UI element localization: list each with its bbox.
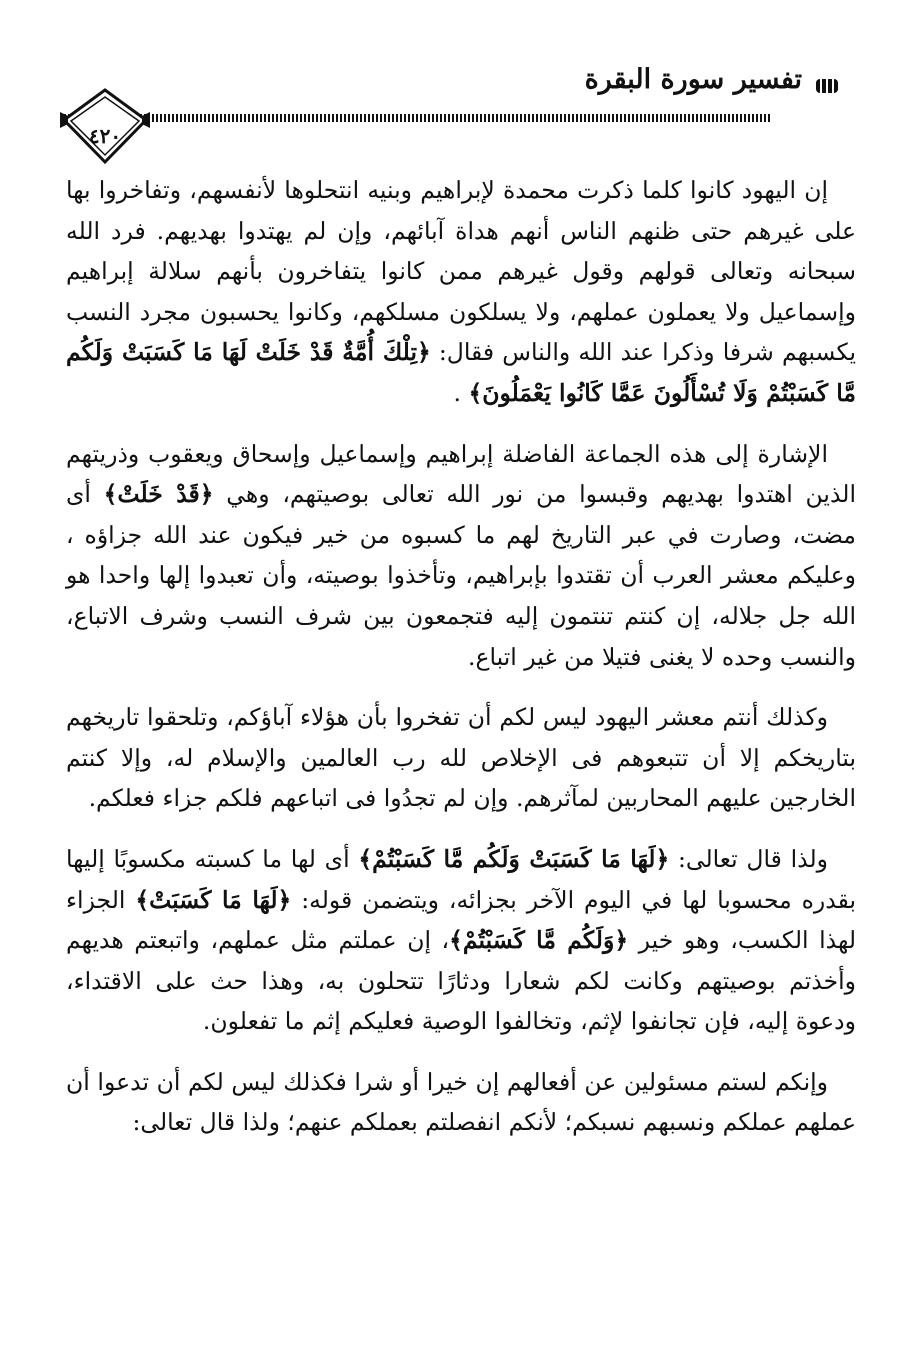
page-header — [60, 60, 850, 170]
quran-verse: ﴿لَهَا مَا كَسَبَتْ﴾ — [135, 885, 292, 914]
paragraph-text: ولذا قال تعالى: — [669, 844, 829, 873]
paragraph-text: . — [453, 378, 469, 407]
paragraph — [66, 434, 856, 678]
paragraph — [66, 839, 856, 1042]
paragraph-text: إن اليهود كانوا كلما ذكرت محمدة لإبراهيم وبنيه انتحلوها لأنفسهم، وتفاخروا بها على غيرهم حتى ظنهم الناس أنهم هداة آبائهم، وإن لم يهتدوا بهديهم. فرد الله سبحانه وتعالى قولهم وقول غيرهم ممن كانوا يتفاخرون بأنهم سلالة إبراهيم وإسماعيل ولا يعملون عملهم، ولا يسلكون مسلكهم، وكانوا يحسبون مجرد النسب يكسبهم شرفا وذكرا عند الله والناس فقال: — [66, 176, 856, 367]
paragraph — [66, 697, 856, 819]
paragraph-text: أى مضت، وصارت في عبر التاريخ لهم ما كسبوه من خير فيكون عند الله جزاؤه ، وعليكم معشر العرب أن تقتدوا بإبراهيم، وتأخذوا بوصيته، وأن تعبدوا إلها واحدا هو الله جل جلاله، إن كنتم تنتمون إليه فتجمعون بين شرف النسب وشرف الاتباع، والنسب وحده لا يغنى فتيلا من غير اتباع. — [66, 480, 856, 671]
running-title-text: تفسير سورة البقرة — [584, 64, 802, 95]
quran-verse: ﴿وَلَكُم مَّا كَسَبْتُمْ﴾ — [449, 926, 629, 955]
page-number-badge — [60, 88, 150, 166]
paragraph-text: وكذلك أنتم معشر اليهود ليس لكم أن تفخروا بأن هؤلاء آباؤكم، وتلحقوا تاريخهم بتاريخكم إلا أن تتبعوهم فى الإخلاص لله رب العالمين والإسلام له، وإلا كنتم الخارجين عليهم المحاربين لمآثرهم. وإن لم تجدُوا فى اتباعهم فلكم جزاء فعلكم. — [66, 703, 856, 813]
quran-verse: ﴿تِلْكَ أُمَّةٌ قَدْ خَلَتْ لَهَا مَا كَسَبَتْ وَلَكُم مَّا كَسَبْتُمْ وَلَا تُسْأَلُونَ عَمَّا كَانُوا يَعْمَلُونَ﴾ — [66, 338, 856, 407]
quran-verse: ﴿لَهَا مَا كَسَبَتْ وَلَكُم مَّا كَسَبْتُمْ﴾ — [358, 844, 670, 873]
paragraph — [66, 1062, 856, 1143]
paragraph-text: الإشارة إلى هذه الجماعة الفاضلة إبراهيم وإسماعيل وإسحاق ويعقوب وذريتهم الذين اهتدوا بهديهم وقبسوا من نور الله تعالى بوصيتهم، وهي — [66, 439, 856, 509]
paragraph-text: ، إن عملتم مثل عملهم، واتبعتم هديهم وأخذتم بوصيتهم وكانت لكم شعارا ودثارًا تتحلون به، وهذا حث على الاقتداء، ودعوة إليه، فإن تجانفوا لإثم، وتخالفوا الوصية فعليكم إثم ما تفعلون. — [66, 926, 856, 1036]
body-text — [66, 170, 856, 1320]
quran-verse: ﴿قَدْ خَلَتْ﴾ — [103, 480, 214, 509]
paragraph — [66, 170, 856, 414]
ornament-icon — [814, 71, 840, 89]
paragraph-text: أى لها ما كسبته مكسوبًا إليها بقدره محسوبا لها في اليوم الآخر بجزائه، ويتضمن قوله: — [66, 844, 857, 914]
paragraph-text: وإنكم لستم مسئولين عن أفعالهم إن خيرا أو شرا فكذلك ليس لكم أن تدعوا أن عملهم عملكم ونسبهم نسبكم؛ لأنكم انفصلتم بعملكم عنهم؛ ولذا قال تعالى: — [66, 1067, 856, 1137]
paragraph-text: الجزاء لهذا الكسب، وهو خير — [66, 885, 856, 955]
page-number: ٤٢٠ — [88, 124, 122, 148]
running-title — [585, 64, 840, 95]
header-rule — [60, 114, 770, 122]
